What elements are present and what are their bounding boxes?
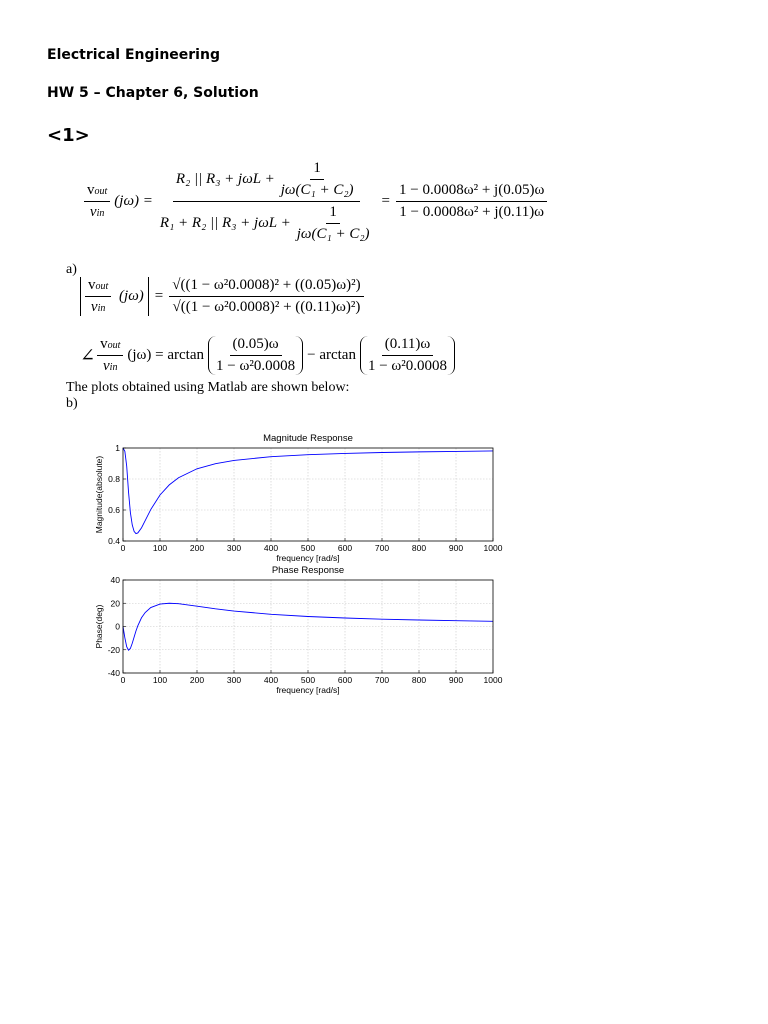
chart1-xtick-label-4: 400 [263,675,279,685]
problem-number: <1> [47,125,90,146]
part-b-label: b) [66,396,78,411]
chart1-xtick-label-3: 300 [226,675,242,685]
vin-symbol: v [89,204,97,220]
chart1-xtick-label-9: 900 [448,675,464,685]
chart0-title: Magnitude Response [263,433,353,444]
transfer-function-equation [84,160,547,243]
numerator-capacitor-term [278,160,357,199]
numerator-inner-one: 1 [310,160,324,180]
ph-vin-subscript: in [109,362,118,373]
ph-vin-symbol: v [103,358,110,374]
chart1-ytick-label-0: -40 [107,668,120,678]
chart0-xtick-label-4: 400 [263,543,279,553]
denominator-inner-den: jω(C₁ + C₂) [296,226,370,242]
magnitude-response-chart [90,428,520,563]
vout-subscript: out [94,186,108,197]
chart1-title: Phase Response [271,565,345,576]
mag-vout-subscript: out [95,281,109,292]
denominator-capacitor-term [294,204,373,243]
chart1-xtick-label-2: 200 [189,675,205,685]
numeric-numerator: 1 − 0.0008ω² + j(0.05)ω [396,182,547,202]
magnitude-fraction [169,277,363,316]
chart1-ytick-label-2: 0 [115,621,120,632]
chart0-xtick-label-5: 500 [300,543,316,553]
matlab-note: The plots obtained using Matlab are shown below: [66,380,350,395]
phase-arg: (jω) = arctan [127,347,205,363]
phase-minus-arctan: − arctan [307,347,356,363]
ph-vout-subscript: out [107,340,121,351]
assignment-title: HW 5 – Chapter 6, Solution [47,85,259,101]
chart0-xtick-label-7: 700 [374,543,390,553]
chart1-xtick-label-10: 1000 [483,675,503,685]
impedance-ratio [157,160,376,243]
chart1-xlabel: frequency [rad/s] [276,685,340,695]
chart1-xtick-label-8: 800 [411,675,427,685]
ph-vout-symbol: v [100,336,108,352]
chart0-xtick-label-8: 800 [411,543,427,553]
phase-term-1-numerator: (0.05)ω [230,336,282,356]
chart0-xtick-label-2: 200 [189,543,205,553]
phase-equation [80,336,455,375]
vin-subscript: in [96,208,105,219]
chart1-ytick-label-4: 40 [110,575,120,585]
magnitude-equation [80,277,364,316]
angle-symbol: ∠ [80,345,96,365]
equals-sign: = [381,193,391,209]
numerator-impedance: R₂ || R₃ + jωL + [175,171,275,187]
chart1-xtick-label-5: 500 [300,675,316,685]
chart0-xtick-label-9: 900 [448,543,464,553]
phase-term-1 [208,336,303,375]
phase-term-2-denominator: 1 − ω²0.0008 [367,358,448,374]
magnitude-numerator: √((1 − ω²0.0008)² + ((0.05)ω)²) [169,277,363,297]
chart0-ytick-label-1: 0.6 [108,505,120,515]
magnitude-vout-vin [85,277,111,316]
chart1-ytick-label-1: -20 [107,644,120,655]
denominator-inner-one: 1 [326,204,340,224]
phase-term-2-numerator: (0.11)ω [382,336,434,356]
mag-vin-symbol: v [90,299,98,315]
transfer-arg: (jω) = [114,193,153,209]
denominator-impedance: R₁ + R₂ || R₃ + jωL + [159,215,291,231]
vout-symbol: v [87,182,95,198]
magnitude-abs [80,277,149,316]
course-title: Electrical Engineering [47,47,220,63]
phase-response-chart [90,560,520,695]
chart0-ytick-label-3: 1 [115,443,120,453]
numeric-transfer-fraction [396,182,547,221]
chart0-xtick-label-1: 100 [152,543,168,553]
chart0-xtick-label-6: 600 [337,543,353,553]
chart0-xtick-label-3: 300 [226,543,242,553]
chart0-xtick-label-0: 0 [120,543,126,553]
chart0-ytick-label-2: 0.8 [108,474,120,484]
numerator-inner-den: jω(C₁ + C₂) [280,182,354,198]
part-a-label: a) [66,262,77,277]
vout-vin-fraction [84,182,110,221]
chart0-xlabel: frequency [rad/s] [276,553,340,563]
chart1-xtick-label-1: 100 [152,675,168,685]
chart0-ylabel: Magnitude(absolute) [94,455,104,534]
mag-vin-subscript: in [97,303,106,314]
magnitude-denominator: √((1 − ω²0.0008)² + ((0.11)ω)²) [172,299,361,315]
chart0-ytick-label-0: 0.4 [108,536,120,546]
mag-vout-symbol: v [88,277,96,293]
phase-vout-vin [97,336,123,375]
magnitude-equals: = [154,288,164,304]
chart0-xtick-label-10: 1000 [483,543,503,553]
phase-term-1-denominator: 1 − ω²0.0008 [216,358,296,374]
numeric-denominator: 1 − 0.0008ω² + j(0.11)ω [399,204,545,220]
magnitude-arg: (jω) [119,287,144,304]
phase-term-2 [360,336,455,375]
chart1-xtick-label-7: 700 [374,675,390,685]
chart1-xtick-label-6: 600 [337,675,353,685]
chart1-ytick-label-3: 20 [110,598,120,609]
chart1-xtick-label-0: 0 [120,675,126,685]
chart1-ylabel: Phase(deg) [94,604,104,649]
